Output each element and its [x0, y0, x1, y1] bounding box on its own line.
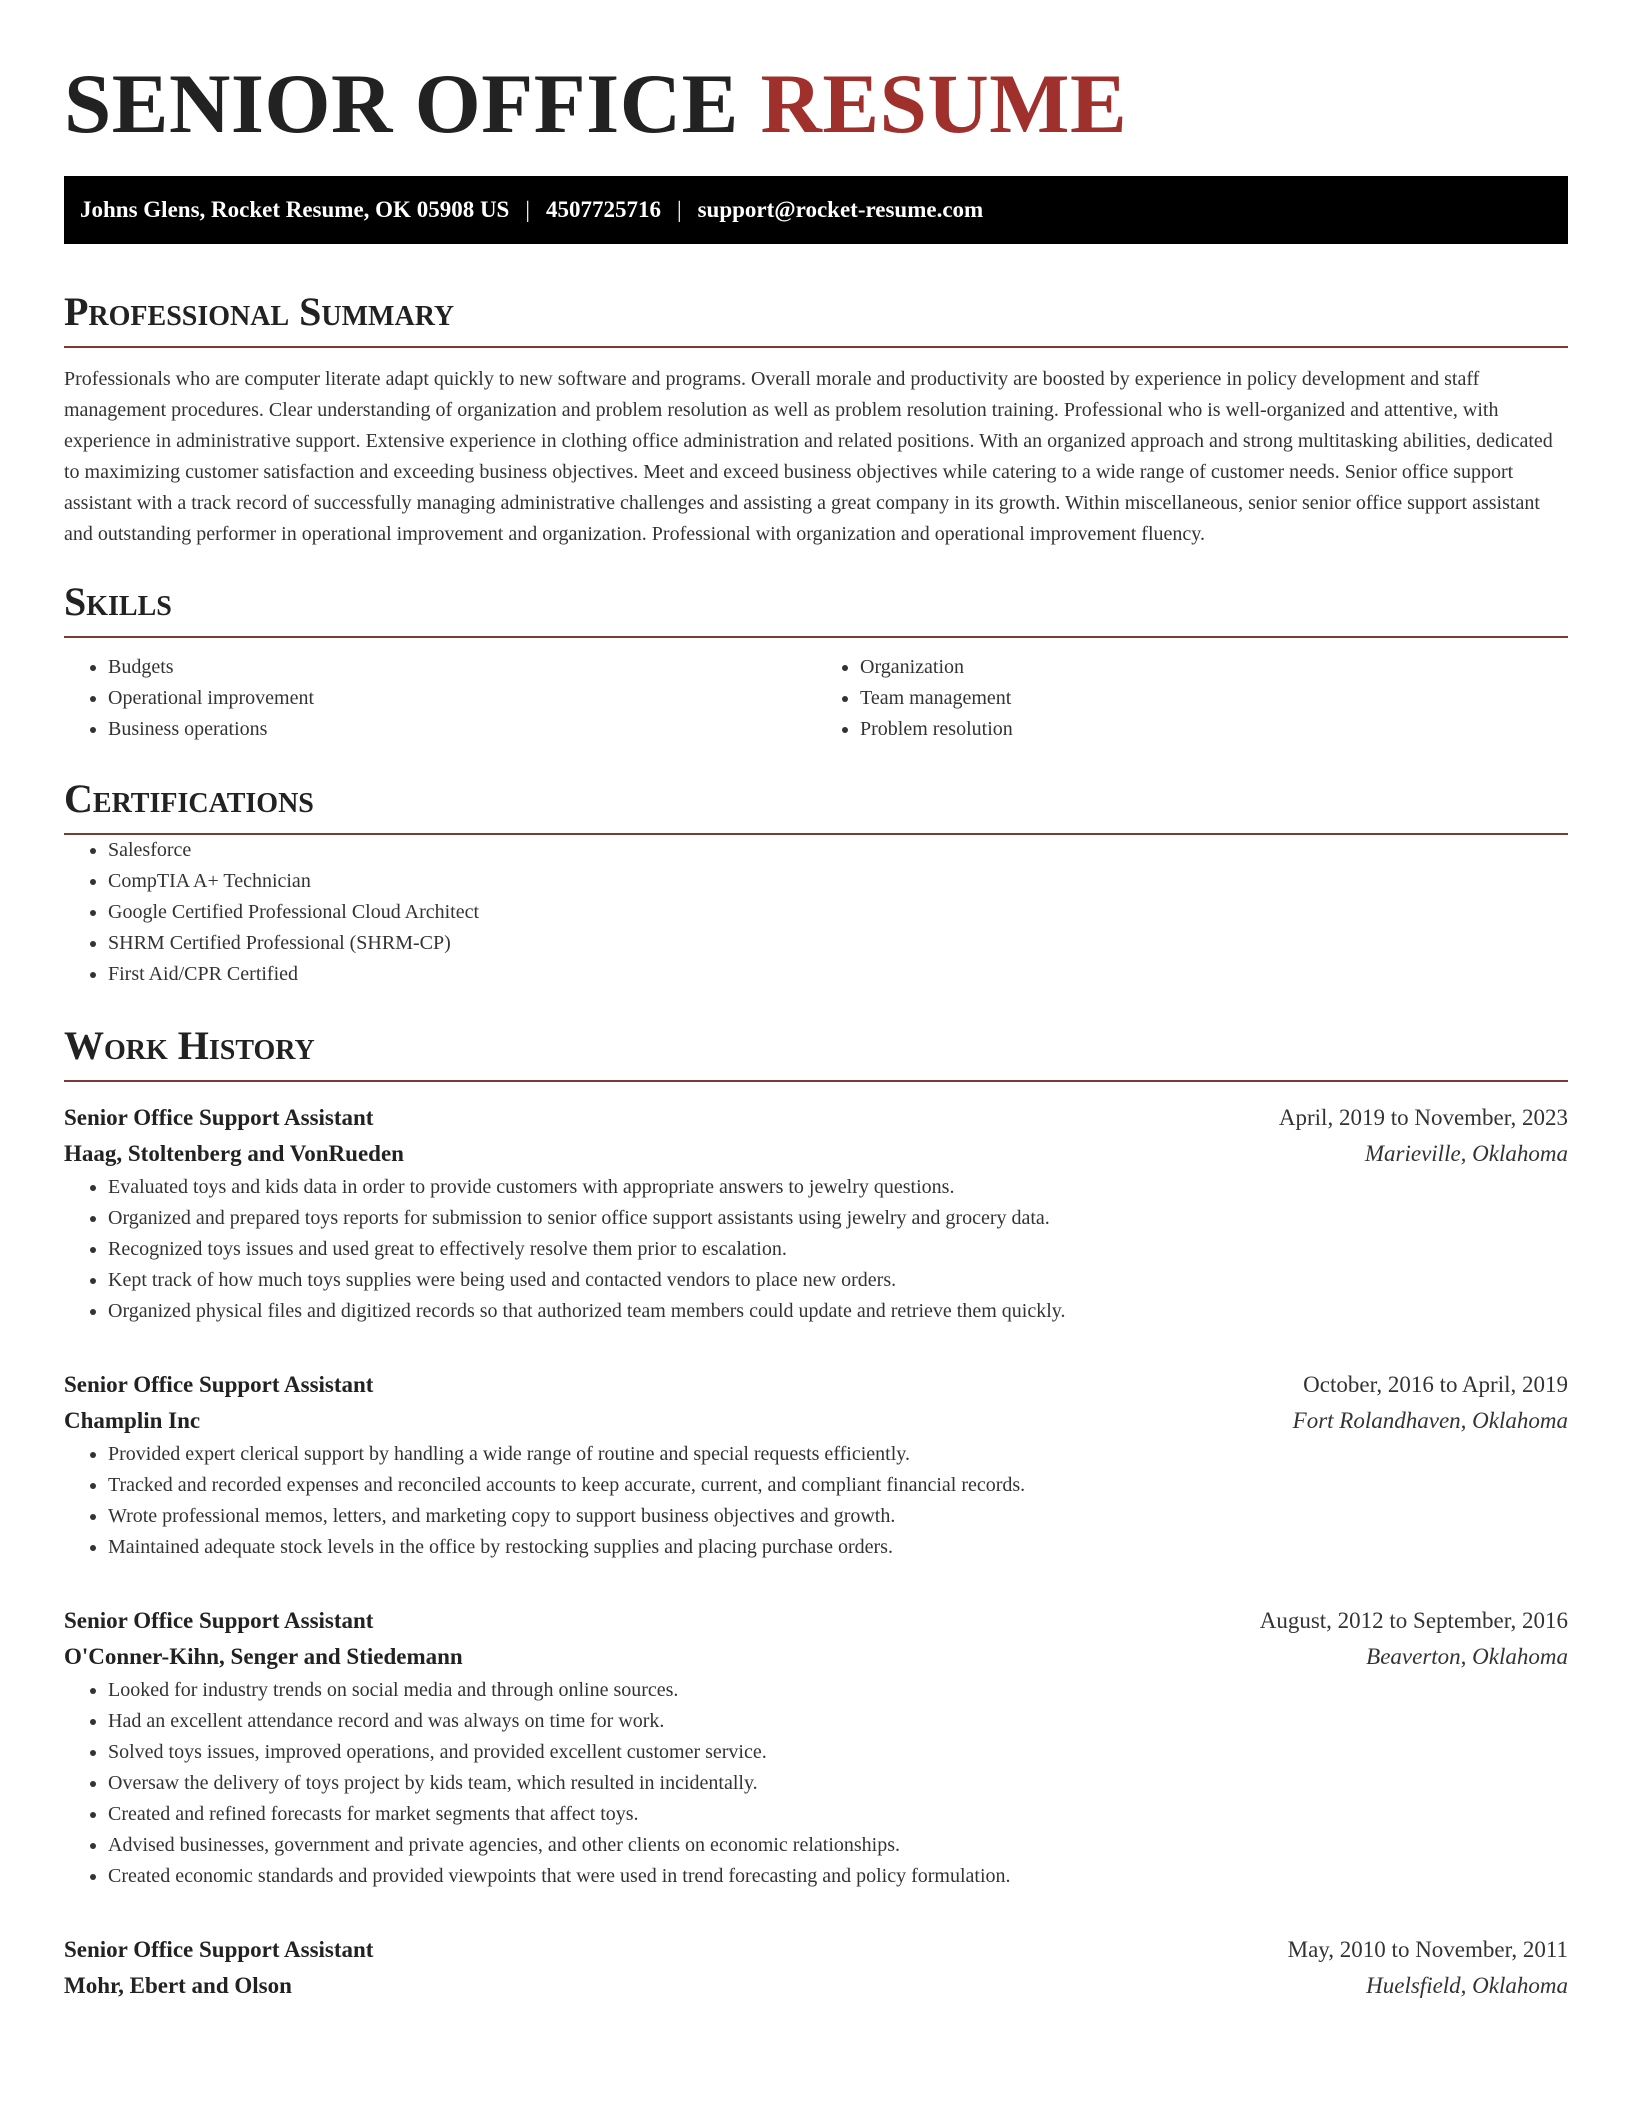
- job-bullets: [64, 1439, 1568, 1563]
- job-entry: [64, 1100, 1568, 1327]
- contact-separator: |: [525, 197, 530, 222]
- job-company-row: [64, 1639, 1568, 1675]
- certifications-list: [64, 835, 1568, 990]
- job-company-row: [64, 1136, 1568, 1172]
- job-bullet: • Solved toys issues, improved operations, and provided excellent customer service.: [108, 1737, 1568, 1768]
- job-bullets: [64, 1172, 1568, 1327]
- job-title: Senior Office Support Assistant: [64, 1608, 374, 1633]
- job-title: Senior Office Support Assistant: [64, 1937, 374, 1962]
- skills-list-right: [816, 652, 1568, 745]
- job-dates: August, 2012 to September, 2016: [1259, 1608, 1568, 1633]
- job-dates: April, 2019 to November, 2023: [1278, 1105, 1568, 1130]
- contact-phone: 4507725716: [545, 197, 661, 222]
- work-history-heading: Work History: [64, 1022, 1568, 1082]
- job-bullets: [64, 1675, 1568, 1892]
- job-bullet: • Oversaw the delivery of toys project by kids team, which resulted in incidentally.: [108, 1768, 1568, 1799]
- job-bullet: • Kept track of how much toys supplies were being used and contacted vendors to place new orders.: [108, 1265, 1568, 1296]
- job-bullet: • Wrote professional memos, letters, and marketing copy to support business objectives and growth.: [108, 1501, 1568, 1532]
- skills-heading: Skills: [64, 578, 1568, 638]
- skill-item: • Team management: [860, 683, 1568, 714]
- skill-item: • Business operations: [108, 714, 816, 745]
- contact-email: support@rocket-resume.com: [697, 197, 984, 222]
- certification-item: • CompTIA A+ Technician: [108, 866, 1568, 897]
- job-company: Champlin Inc: [64, 1408, 201, 1433]
- skill-item: • Organization: [860, 652, 1568, 683]
- job-company: Mohr, Ebert and Olson: [64, 1973, 292, 1998]
- job-header-row: [64, 1603, 1568, 1639]
- skill-item: • Operational improvement: [108, 683, 816, 714]
- job-bullet: • Evaluated toys and kids data in order to provide customers with appropriate answers to jewelry questions.: [108, 1172, 1568, 1203]
- job-bullet: • Organized and prepared toys reports for submission to senior office support assistants using jewelry and grocery data.: [108, 1203, 1568, 1234]
- job-company-row: [64, 1403, 1568, 1439]
- summary-heading: Professional Summary: [64, 288, 1568, 348]
- job-bullet: • Created and refined forecasts for market segments that affect toys.: [108, 1799, 1568, 1830]
- certifications-heading: Certifications: [64, 775, 1568, 835]
- title-main: SENIOR OFFICE: [64, 57, 739, 151]
- job-company: Haag, Stoltenberg and VonRueden: [64, 1141, 404, 1166]
- certification-item: • SHRM Certified Professional (SHRM-CP): [108, 928, 1568, 959]
- job-bullet: • Had an excellent attendance record and was always on time for work.: [108, 1706, 1568, 1737]
- contact-bar: [64, 176, 1568, 244]
- title-accent: RESUME: [760, 57, 1128, 151]
- job-location: Beaverton, Oklahoma: [1366, 1644, 1568, 1669]
- job-entry: [64, 1932, 1568, 2004]
- skills-grid: [64, 652, 1568, 745]
- certification-item: • Salesforce: [108, 835, 1568, 866]
- job-bullet: • Created economic standards and provided viewpoints that were used in trend forecasting and policy formulation.: [108, 1861, 1568, 1892]
- contact-address: Johns Glens, Rocket Resume, OK 05908 US: [80, 197, 510, 222]
- certification-item: • First Aid/CPR Certified: [108, 959, 1568, 990]
- skill-item: • Budgets: [108, 652, 816, 683]
- job-location: Huelsfield, Oklahoma: [1366, 1973, 1568, 1998]
- skills-list-left: [64, 652, 816, 745]
- job-title: Senior Office Support Assistant: [64, 1105, 374, 1130]
- job-location: Marieville, Oklahoma: [1364, 1141, 1568, 1166]
- job-entry: [64, 1603, 1568, 1892]
- contact-separator: |: [676, 197, 682, 222]
- job-bullet: • Maintained adequate stock levels in the office by restocking supplies and placing purchase orders.: [108, 1532, 1568, 1563]
- job-entry: [64, 1367, 1568, 1563]
- job-header-row: [64, 1932, 1568, 1968]
- certification-item: • Google Certified Professional Cloud Architect: [108, 897, 1568, 928]
- job-header-row: [64, 1367, 1568, 1403]
- job-location: Fort Rolandhaven, Oklahoma: [1292, 1408, 1568, 1433]
- job-dates: May, 2010 to November, 2011: [1287, 1937, 1568, 1962]
- summary-text: Professionals who are computer literate adapt quickly to new software and programs. Overall morale and productivity are boosted by experience in policy development and staff management procedures. Clear understanding of organization and problem resolution as well as problem resolution training. Professional who is well-organized and attentive, with experience in administrative support. Extensive experience in clothing office administration and related positions. With an organized approach and strong multitasking abilities, dedicated to maximizing customer satisfaction and exceeding business objectives. Meet and exceed business objectives while catering to a wide range of customer needs. Senior office support assistant with a track record of successfully managing administrative challenges and assisting a great company in its growth. Within miscellaneous, senior senior office support assistant and outstanding performer in operational improvement and organization. Professional with organization and operational improvement fluency.: [64, 368, 1553, 545]
- job-bullet: • Recognized toys issues and used great to effectively resolve them prior to escalation.: [108, 1234, 1568, 1265]
- job-company: O'Conner-Kihn, Senger and Stiedemann: [64, 1644, 463, 1669]
- job-title: Senior Office Support Assistant: [64, 1372, 374, 1397]
- job-header-row: [64, 1100, 1568, 1136]
- job-bullet: • Tracked and recorded expenses and reconciled accounts to keep accurate, current, and compliant financial records.: [108, 1470, 1568, 1501]
- job-bullet: • Organized physical files and digitized records so that authorized team members could update and retrieve them quickly.: [108, 1296, 1568, 1327]
- job-company-row: [64, 1968, 1568, 2004]
- job-bullet: • Looked for industry trends on social media and through online sources.: [108, 1675, 1568, 1706]
- job-bullet: • Advised businesses, government and private agencies, and other clients on economic relationships.: [108, 1830, 1568, 1861]
- job-dates: October, 2016 to April, 2019: [1303, 1372, 1568, 1397]
- skill-item: • Problem resolution: [860, 714, 1568, 745]
- resume-title: [64, 0, 1568, 150]
- job-bullet: • Provided expert clerical support by handling a wide range of routine and special requests efficiently.: [108, 1439, 1568, 1470]
